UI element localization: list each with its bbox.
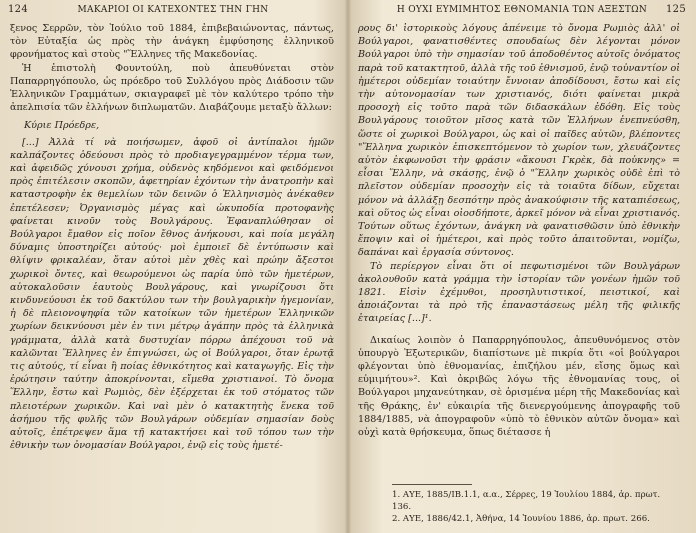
right-running-head: Η ΟΥΧΙ ΕΥΜΙΜΗΤΟΣ ΕΘΝΟΜΑΝΙΑ ΤΩΝ ΑΞΕΣΤΩΝ <box>396 5 648 15</box>
left-page-body <box>10 22 334 453</box>
left-page-header <box>4 4 342 18</box>
left-paragraph-2: Ἡ ἐπιστολὴ Φουντούλη, ποὺ ἀπευθύνεται στὸν Παπαρρηγόπουλο, ὡς πρόεδρο τοῦ Συλλόγου πρὸς Διάδοσιν τῶν Ἑλληνικῶν Γραμμάτων, σκιαγραφεῖ μὲ τὸν καλύτερο τρόπο τὴν ἀπελπισία τῶν ἑλλήνων διπλωματῶν. Διαβάζουμε μεταξὺ ἄλλων: <box>10 62 334 114</box>
paragraph-gap <box>358 326 680 334</box>
letter-salutation: Κύριε Πρόεδρε, <box>24 120 100 132</box>
left-page <box>4 0 342 533</box>
footnote-2: 2. ΑΥΕ, 1886/42.1, Ἀθήνα, 14 Ἰουνίου 1886, ἀρ. πρωτ. 266. <box>392 514 650 524</box>
footnotes <box>392 484 680 525</box>
footnote-rule <box>392 484 472 485</box>
right-page-body <box>358 22 680 439</box>
right-page-header <box>352 4 692 18</box>
left-paragraph-1: ξενος Σερρῶν, τὸν Ἰούλιο τοῦ 1884, ἐπιβεβαιώνοντας, πάντως, τὸν Εὐταξία ὡς πρὸς τὴν ἀνάγκη ἐμφύσησης ἑλληνικοῦ φρονήματος καὶ στοὺς "Ἕλληνες τῆς Μακεδονίας. <box>10 23 334 61</box>
letter-quote-end: Τὸ περίεργον εἶναι ὅτι οἱ πεφωτισμένοι τῶν Βουλγάρων ἀκολουθοῦν κατὰ γράμμα τὴν ἱστορίαν τῶν γονέων ἡμῶν τοῦ 1821. Εἰσὶν ἐχέμυθοι, προσηλυτιστικοί, πειστικοί, καὶ ἀποιάζονται τὰ πρὸ τῆς ἐπαναστάσεως μέλη τῆς φιλικῆς ἑταιρείας [...]¹. <box>358 260 680 325</box>
left-page-number: 124 <box>8 4 28 15</box>
letter-quote-continued: ρους δι' ἱστορικοὺς λόγους ἀπένειμε τὸ ὄνομα Ρωμιὸς ἀλλ' οἱ Βούλγαροι, φανατισθέντες σπουδαίως δὲν λέγονται μόνον Βούλγαροι ὑπὸ τὴν σημασίαν τοῦ ἀποδοθέντος αὐτοῖς ὀνόματος παρὰ τοῦ κατακτητοῦ, ἀλλὰ τῆς τοῦ ἐθνισμοῦ, ἐνῷ τοὐναντίον οἱ ἡμέτεροι οὐδεμίαν τοιαύτην ἔννοιαν ἀποδίδουσι, ἔστω καὶ εἰς τὴν αὐτονομασίαν των χριστιανός, διότι φαίνεται μικρὰ προσοχὴ εἰς τοῦτο παρὰ τῶν διδασκάλων ἐδόθη. Εἰς τοὺς Βουλγάρους τοιοῦτον μῖσος κατὰ τῶν Ἑλλήνων ἐνεπνεύσθη, ὥστε οἱ χωρικοὶ Βούλγαροι, ὡς καὶ οἱ παῖδες αὐτῶν, βλέποντες "Ἕλληνα χωρικὸν ἐπισκεπτόμενον τὸ χωρίον των, χλευάζοντες αὐτὸν ἐκφωνοῦσι τὴν φράσιν «ἄκουσι Γκρὲκ, δὰ ποὐκνης» = εἶσαι Ἕλλην, νὰ σκάσῃς, ἐνῷ ὁ "Ἕλλην χωρικὸς οὐδὲ ἐπὶ τὸ πλεῖστον οὐδεμίαν προσοχὴν εἰς τὰ τοιαῦτα δίδων, εὔχεται μόνον νὰ ἀλλάξῃ δεσπότην πρὸς ἀνακούφισιν τῆς καταπιέσεως, καὶ οὕτος ὡς εἶναι οἰοσδήποτε, ἀρκεῖ μόνον νὰ εἶναι χριστιανός. Τούτων οὕτως ἐχόντων, ἀνάγκη νὰ φανατισθῶσιν ὑπὸ ἐθνικὴν ἔποψιν καὶ οἱ ἡμέτεροι, καὶ πρὸς τοῦτο ἀπαιτοῦνται, νομίζω, δαπάναι καὶ ἐργασία σύντονος. <box>358 23 680 259</box>
right-page <box>352 0 692 533</box>
left-running-head: ΜΑΚΑΡΙΟΙ ΟΙ ΚΑΤΕΧΟΝΤΕΣ ΤΗΝ ΓΗΝ <box>77 5 269 15</box>
footnote-1: 1. ΑΥΕ, 1885/ΙΒ.1.1, α.α., Σέρρες, 19 Ἰουλίου 1884, ἀρ. πρωτ. 136. <box>392 490 661 512</box>
letter-quote: [...] Ἀλλὰ τί νὰ ποιήσωμεν, ἀφοῦ οἱ ἀντίπαλοι ἡμῶν καλπάζοντες ὁδεύουσι πρὸς τὸ προδιαγεγραμμένον τέρμα των, καὶ ἀφειδῶς χύνουσι χρήμα, οὐδενὸς κηδόμενοι καὶ φειδόμενοι πρὸς ἐπιτέλεσιν σκοπῶν, ἀφετηρίαν ἐχόντων τὴν ἀνατροπὴν καὶ καταστροφὴν ἐκ θεμελίων τῶν δεινῶν ὁ Ἑλληνισμὸς ἀνέκαθεν ἐπετέλεσεν; Ὀργανισμὸς μέγας καὶ ὠκυποδία προτοφανὴς φαίνεται κινοῦν τοὺς Βουλγάρους. Ἐφαναπλώθησαν οἱ Βούλγαροι ἔμαθον εἰς ποῖον ἔθνος ἀνήκουσι, καὶ ποία μεγάλη δύναμις ὑποστηρίζει αὐτούς· μοὶ ἐμποιεῖ δὲ ἐντύπωσιν καὶ θλίψιν φρικαλέαν, ὅταν αὐτοὶ μὲν χθὲς καὶ πρώην ἄξεστοι χωρικοὶ ὄντες, καὶ θεωρούμενοι ὡς παρία ὑπὸ τῶν ἡμετέρων, αὐτοκαλοῦσιν ἑαυτοὺς Βουλγάρους, καὶ γνωρίζουσι ὅτι κινδυνεύουσι ἐκ τοῦ δακτύλου των τὴν βουλγαρικὴν ἡγεμονίαν, ἡ δὲ πλειονοψηφία τῶν κατοίκων τῶν ἡμετέρων Ἑλληνικῶν χωρίων δεικνύουσι μὲν ἐν τινι μέτρῳ ἀγάπην πρὸς τὰ ἑλληνικὰ γράμματα, ἀλλὰ κατὰ δυστυχίαν πόρρω ἀπέχουσι τοῦ νὰ καλῶνται Ἕλληνες ἐν ἐπιγνώσει, ὡς οἱ Βούλγαροι, ὅταν ἐρωτᾷ τις αὐτούς, τί εἶναι ἢ ποίας ἐθνικότητος καὶ καταγωγῆς. Εἰς τὴν ἐρώτησιν ταύτην ἀποκρίνονται, εἴμεθα χριστιανοί. Τὸ ὄνομα Ἕλλην, ἔστω καὶ Ρωμιὸς, δὲν ἐξέρχεται ἐκ τοῦ στόματος τῶν πλειοτέρων χωρικῶν. Καὶ ναὶ μὲν ὁ κατακτητὴς ἕνεκα τοῦ ἀσήμου τῆς φυλῆς τῶν Βουλγάρων οὐδεμίαν σημασίαν δοὺς αὐτοῖς, ἐπέτρεψεν ἅμα τῇ κατακτήσει καὶ τοῦ τόπου των τὴν ἐθνικὴν των ὀνομασίαν Βούλγαροι, ἐνῷ εἰς τοὺς ἡμετέ- <box>10 136 334 452</box>
right-page-number: 125 <box>666 4 686 15</box>
right-paragraph: Δικαίως λοιπὸν ὁ Παπαρρηγόπουλος, ἀπευθυνόμενος στὸν ὑπουργὸ Ἐξωτερικῶν, διαπίστωνε μὲ πικρία ὅτι «οἱ βούλγαροι φλέγονται ὑπὸ ἐθνομανίας, ἐπιζήλου μέν, εἴσης ὅμως καὶ εὐμιμήτου»². Καὶ ὀκριβῶς λόγω τῆς ἐθνομανίας τους, οἱ Βούλγαροι μηχανεύτηκαν, σὲ ὁρισμένα μέρη τῆς Μακεδονίας καὶ τῆς Θράκης, ἐν' εὐκαιρία τῆς διενεργούμενης ἀπογραφῆς τοῦ 1884/1885, νὰ ἀπογραφοῦν «ὑπὸ τὸ ἐθνικὸν αὐτῶν ὄνομα» καὶ οὐχὶ κατὰ θρήσκευμα, ὅπως διέτασσε ἡ <box>358 334 680 439</box>
